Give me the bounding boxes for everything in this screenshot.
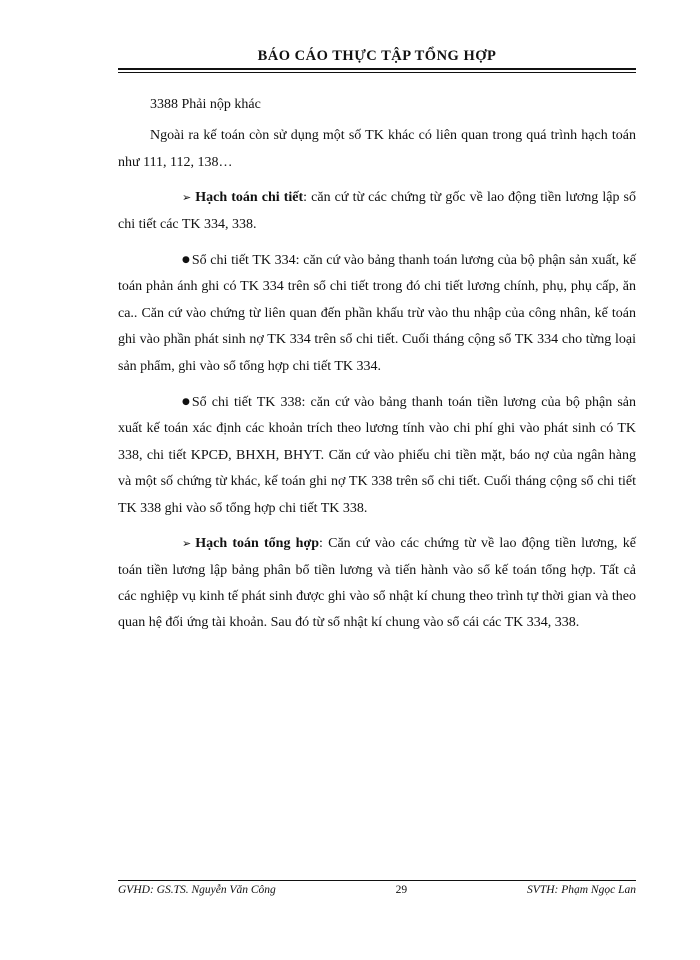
other-accounts-paragraph	[118, 123, 636, 176]
ledger-334-text: Sổ chi tiết TK 334: căn cứ vào bảng thanh toán lương của bộ phận sản xuất, kế toán phản ánh ghi có TK 334 trên sổ chi tiết trong đó chi tiết lương chính, phụ, phụ cấp, ăn ca.. Căn cứ vào chứng từ liên quan đến phần khấu trừ vào thu nhập của công nhân, kế toán ghi vào phần phát sinh nợ TK 334 trên sổ chi tiết. Cuối tháng cộng sổ TK 334 cho từng loại sản phẩm, ghi vào sổ tổng hợp chi tiết TK 334.	[118, 253, 636, 374]
page-number: 29	[395, 884, 408, 896]
footer-divider	[118, 880, 636, 881]
account-3388-text: 3388 Phải nộp khác	[150, 97, 261, 112]
page-header-title: BÁO CÁO THỰC TẬP TỔNG HỢP	[257, 48, 497, 64]
detail-accounting-paragraph	[118, 185, 636, 238]
summary-accounting-paragraph	[118, 531, 636, 637]
arrow-right-icon: ➢	[182, 537, 192, 551]
arrow-right-icon: ➢	[182, 191, 192, 205]
footer-supervisor: GVHD: GS.TS. Nguyễn Văn Công	[118, 884, 276, 896]
document-body	[118, 92, 636, 646]
detail-accounting-text: : căn cứ từ các chứng từ gốc về lao động tiền lương lập sổ chi tiết các TK 334, 338.	[118, 190, 636, 232]
header-divider-thin	[118, 72, 636, 73]
other-accounts-text: Ngoài ra kế toán còn sử dụng một số TK khác có liên quan trong quá trình hạch toán như 111, 112, 138…	[118, 128, 636, 170]
ledger-338-text: Sổ chi tiết TK 338: căn cứ vào bảng thanh toán tiền lương của bộ phận sản xuất kế toán xác định các khoản trích theo lương tính vào chi phí ghi vào phát sinh có TK 338, chi tiết KPCĐ, BHXH, BHYT. Căn cứ vào phiếu chi tiền mặt, báo nợ của ngân hàng và một số chứng từ khác, kế toán ghi nợ TK 338 trên sổ chi tiết. Cuối tháng cộng sổ chi tiết TK 338 ghi vào sổ tổng hợp chi tiết TK 338.	[118, 395, 636, 516]
bullet-icon: ●	[182, 397, 190, 408]
summary-accounting-heading: Hạch toán tổng hợp	[195, 536, 320, 552]
detail-accounting-heading: Hạch toán chi tiết	[195, 190, 304, 206]
header-divider	[118, 68, 636, 70]
bullet-icon: ●	[182, 255, 190, 266]
footer-student: SVTH: Phạm Ngọc Lan	[527, 884, 636, 896]
ledger-334-paragraph	[118, 247, 636, 380]
page-footer	[118, 884, 636, 896]
ledger-338-paragraph	[118, 389, 636, 522]
summary-accounting-text: : Căn cứ vào các chứng từ về lao động tiền lương, kế toán tiền lương lập bảng phân bổ tiền lương và tiến hành vào sổ kế toán tổng hợp. Tất cả các nghiệp vụ kinh tế phát sinh được ghi vào sổ nhật kí chung theo trình tự thời gian và theo quan hệ đối ứng tài khoản. Sau đó từ sổ nhật kí chung vào sổ cái các TK 334, 338.	[118, 536, 636, 631]
account-3388-line	[118, 92, 636, 118]
